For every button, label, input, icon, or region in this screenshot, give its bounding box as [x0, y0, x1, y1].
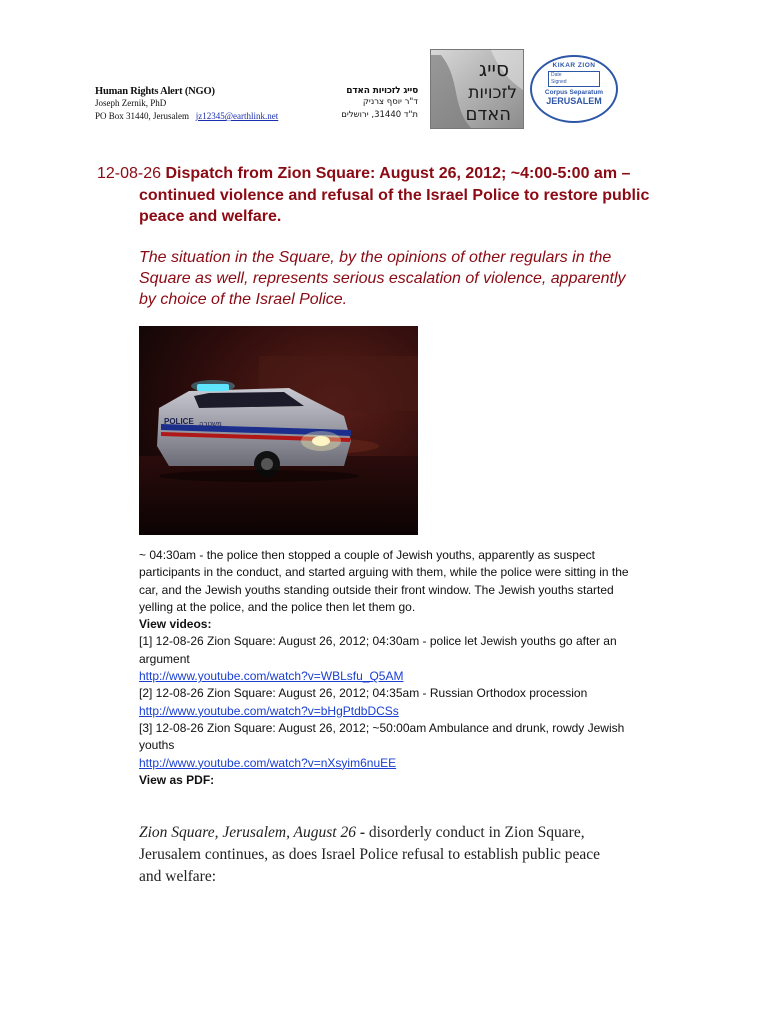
- seal-city-text: JERUSALEM: [546, 96, 602, 106]
- seal-stamp-box: [548, 71, 600, 87]
- dispatch-heading: Dispatch from Zion Square: August 26, 2012; ~4:00-5:00 am –: [165, 165, 631, 182]
- kikar-zion-seal: [530, 55, 618, 123]
- seal-top-text: KIKAR ZION: [552, 62, 596, 69]
- dispatch-title: [97, 163, 657, 185]
- photo-police-label: POLICE: [164, 417, 194, 426]
- closing-dateline: Zion Square, Jerusalem, August 26: [139, 824, 356, 841]
- seal-signed-label: Signed: [551, 79, 567, 85]
- dispatch-heading-continued: continued violence and refusal of the Israel Police to restore public peace and welfare.: [139, 187, 650, 225]
- body-paragraph: ~ 04:30am - the police then stopped a couple of Jewish youths, apparently as suspect participants in the conduct, and started arguing with them, while the police were sitting in the car, and the Jewish youths standing outside their front window. The Jewish youths started yelling at the police, and the police then let them go.: [139, 548, 629, 614]
- hebrew-address: ת"ד 31440, ירושלים: [341, 110, 418, 120]
- svg-text:סייג: סייג: [478, 57, 509, 81]
- view-videos-label: View videos:: [139, 617, 212, 632]
- closing-paragraph: [139, 822, 619, 888]
- video-description-2: [2] 12-08-26 Zion Square: August 26, 2012; 04:35am - Russian Orthodox procession: [139, 686, 588, 701]
- video-link-2[interactable]: http://www.youtube.com/watch?v=bHgPtdbDCSs: [139, 703, 399, 718]
- hebrew-author-name: ד"ר יוסף צרניק: [362, 97, 418, 107]
- dispatch-subtitle: The situation in the Square, by the opinions of other regulars in the Square as well, represents serious escalation of violence, apparently by choice of the Israel Police.: [139, 249, 626, 308]
- svg-text:האדם: האדם: [465, 104, 511, 125]
- video-description-1: [1] 12-08-26 Zion Square: August 26, 2012; 04:30am - police let Jewish youths go after an argument: [139, 634, 617, 666]
- video-link-3[interactable]: http://www.youtube.com/watch?v=nXsyim6nuEE: [139, 755, 397, 770]
- article-body: [139, 547, 639, 789]
- org-name: Human Rights Alert (NGO): [95, 86, 215, 97]
- closing-dash: -: [356, 824, 366, 841]
- organization-logo: [430, 49, 524, 129]
- view-pdf-label: View as PDF:: [139, 772, 215, 787]
- police-car-photo: [139, 326, 418, 535]
- seal-line-text: Corpus Separatum: [544, 89, 604, 96]
- closing-text: disorderly conduct in Zion Square, Jerusalem continues, as does Israel Police refusal to establish public peace and welfare:: [139, 824, 600, 885]
- email-link[interactable]: jz12345@earthlink.net: [195, 111, 279, 121]
- video-description-3: [3] 12-08-26 Zion Square: August 26, 2012; ~50:00am Ambulance and drunk, rowdy Jewish youths: [139, 720, 625, 753]
- postal-address: PO Box 31440, Jerusalem jz12345@earthlink.net: [95, 111, 279, 121]
- hebrew-org-name: סייג לזכויות האדם: [346, 86, 418, 96]
- svg-text:לזכויות: לזכויות: [468, 83, 517, 103]
- letterhead-right-hebrew: [330, 86, 418, 122]
- letterhead-left: [95, 86, 278, 123]
- photo-police-label-hebrew: משטרה: [199, 420, 222, 428]
- author-name: Joseph Zernik, PhD: [95, 98, 167, 108]
- dispatch-date: 12-08-26: [97, 165, 162, 182]
- seal-date-label: Date: [551, 72, 562, 78]
- video-link-1[interactable]: http://www.youtube.com/watch?v=WBLsfu_Q5AM: [139, 669, 404, 684]
